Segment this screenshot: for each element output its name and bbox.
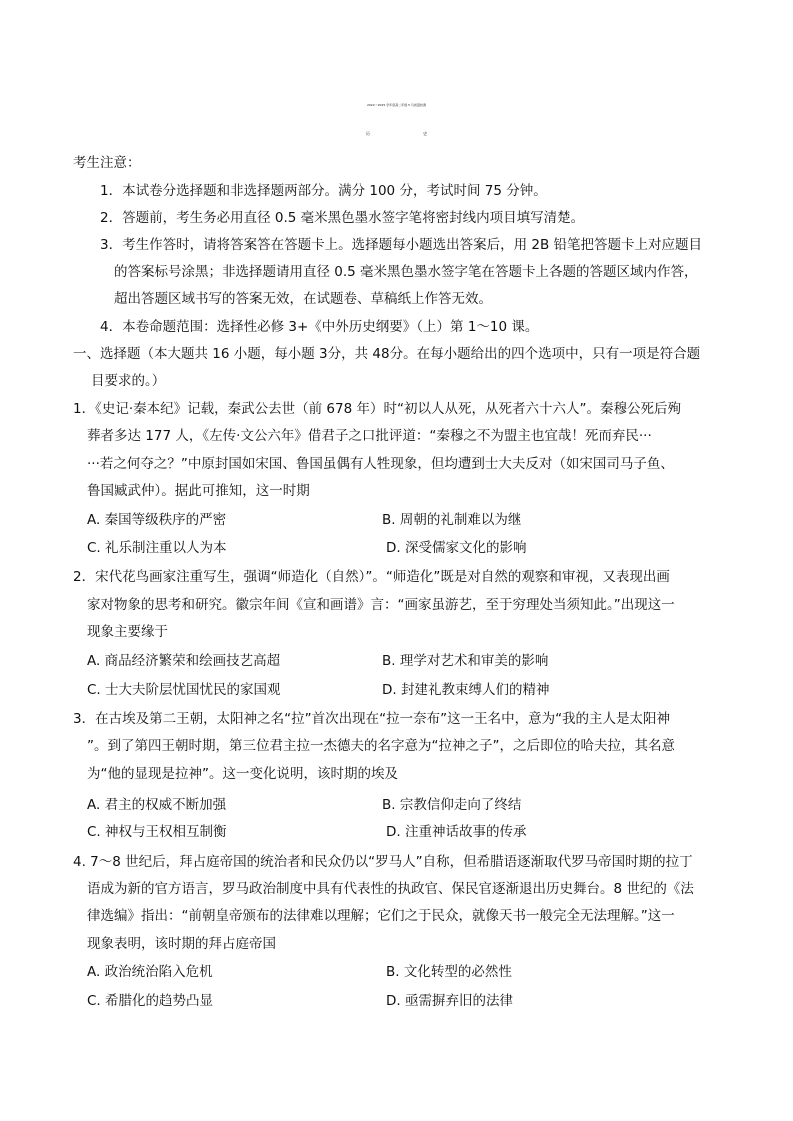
q1-option-b: B. 周朝的礼制难以为继: [382, 512, 522, 528]
q1-stem-line-2: 葬者多达 177 人，《左传·文公六年》借君子之口批评道：“秦穆之不为盟主也宜哉！死而弃民···: [87, 428, 652, 444]
q1-option-a: A. 秦国等级秩序的严密: [87, 512, 227, 528]
notice-item-4: 4．本卷命题范围：选择性必修 3+《中外历史纲要》（上）第 1～10 课。: [100, 319, 539, 335]
q1-stem-line-1: 1．《史记·秦本纪》记载，秦武公去世（前 678 年）时“初以人从死，从死者六十六人”。秦穆公死后殉: [73, 401, 681, 417]
q3-stem-line-2: ”。到了第四王朝时期，第三位君主拉一杰德夫的名字意为“拉神之子”，之后即位的哈夫拉，其名意: [87, 738, 675, 754]
q1-option-c: C. 礼乐制注重以人为本: [87, 540, 227, 556]
q1-stem-line-4: 鲁国臧武仲）。据此可推知，这一时期: [87, 483, 310, 499]
notice-item-3-line-2: 的答案标号涂黑；非选择题请用直径 0.5 毫米黑色墨水签字笔在答题卡上各题的答题区域内作答，: [114, 264, 698, 280]
q4-option-d: D. 亟需摒弃旧的法律: [386, 993, 513, 1009]
section-heading-line-2: 目要求的。）: [91, 373, 166, 389]
q3-option-c: C. 神权与王权相互制衡: [87, 824, 227, 840]
q2-option-a: A. 商品经济繁荣和绘画技艺高超: [87, 653, 281, 669]
q1-stem-line-3: ···若之何夺之？”中原封国如宋国、鲁国虽偶有人牲现象，但均遭到士大夫反对（如宋国司马子鱼、: [87, 456, 674, 472]
q2-option-c: C. 士大夫阶层忧国忧民的家国观: [87, 682, 281, 698]
q4-stem-line-1: 4. 7～8 世纪后，拜占庭帝国的统治者和民众仍以“罗马人”自称，但希腊语逐渐取代罗马帝国时期的拉丁: [73, 854, 693, 870]
q4-stem-line-4: 现象表明，该时期的拜占庭帝国: [87, 936, 276, 952]
notice-item-2: 2．答题前，考生务必用直径 0.5 毫米黑色墨水签字笔将密封线内项目填写清楚。: [100, 210, 585, 226]
q4-option-b: B. 文化转型的必然性: [386, 964, 512, 980]
q1-option-d: D. 深受儒家文化的影响: [386, 540, 527, 556]
q4-stem-line-3: 律选编》指出：“前朝皇帝颁布的法律难以理解；它们之于民众，就像天书一般完全无法理解。”这一: [87, 908, 675, 924]
q3-stem-line-1: 3．在古埃及第二王朝，太阳神之名“拉”首次出现在“拉一奈布”这一王名中，意为“我的主人是太阳神: [73, 711, 671, 727]
q2-stem-line-2: 家对物象的思考和研究。徽宗年间《宣和画谱》言：“画家虽游艺，至于穷理处当须知此。”出现这一: [87, 597, 675, 613]
q4-option-a: A. 政治统治陷入危机: [87, 964, 213, 980]
q3-stem-line-3: 为“他的显现是拉神”。这一变化说明，该时期的埃及: [87, 766, 398, 782]
exam-title: 2024～2025 学年度高二年级 5 月质量检测: [366, 103, 427, 107]
notice-heading: 考生注意：: [73, 155, 141, 171]
q3-option-a: A. 君主的权威不断加强: [87, 797, 227, 813]
q2-stem-line-3: 现象主要缘于: [87, 624, 168, 640]
exam-subject: 历 史: [365, 131, 454, 136]
notice-item-1: 1．本试卷分选择题和非选择题两部分。满分 100 分，考试时间 75 分钟。: [100, 183, 547, 199]
q2-option-d: D. 封建礼教束缚人们的精神: [382, 682, 550, 698]
q2-stem-line-1: 2．宋代花鸟画家注重写生，强调“师造化（自然）”。“师造化”既是对自然的观察和审视，又表现出画: [73, 569, 670, 585]
notice-item-3-line-3: 超出答题区域书写的答案无效，在试题卷、草稿纸上作答无效。: [114, 291, 492, 307]
q3-option-b: B. 宗教信仰走向了终结: [382, 797, 522, 813]
q2-option-b: B. 理学对艺术和审美的影响: [382, 653, 549, 669]
q4-option-c: C. 希腊化的趋势凸显: [87, 993, 214, 1009]
notice-item-3-line-1: 3．考生作答时，请将答案答在答题卡上。选择题每小题选出答案后，用 2B 铅笔把答题卡上对应题目: [100, 237, 703, 253]
q3-option-d: D. 注重神话故事的传承: [386, 824, 527, 840]
q4-stem-line-2: 语成为新的官方语言，罗马政治制度中具有代表性的执政官、保民官逐渐退出历史舞台。8 世纪的《法: [87, 881, 694, 897]
section-heading-line-1: 一、选择题（本大题共 16 小题，每小题 3分，共 48分。在每小题给出的四个选项中，只有一项是符合题: [73, 346, 701, 362]
